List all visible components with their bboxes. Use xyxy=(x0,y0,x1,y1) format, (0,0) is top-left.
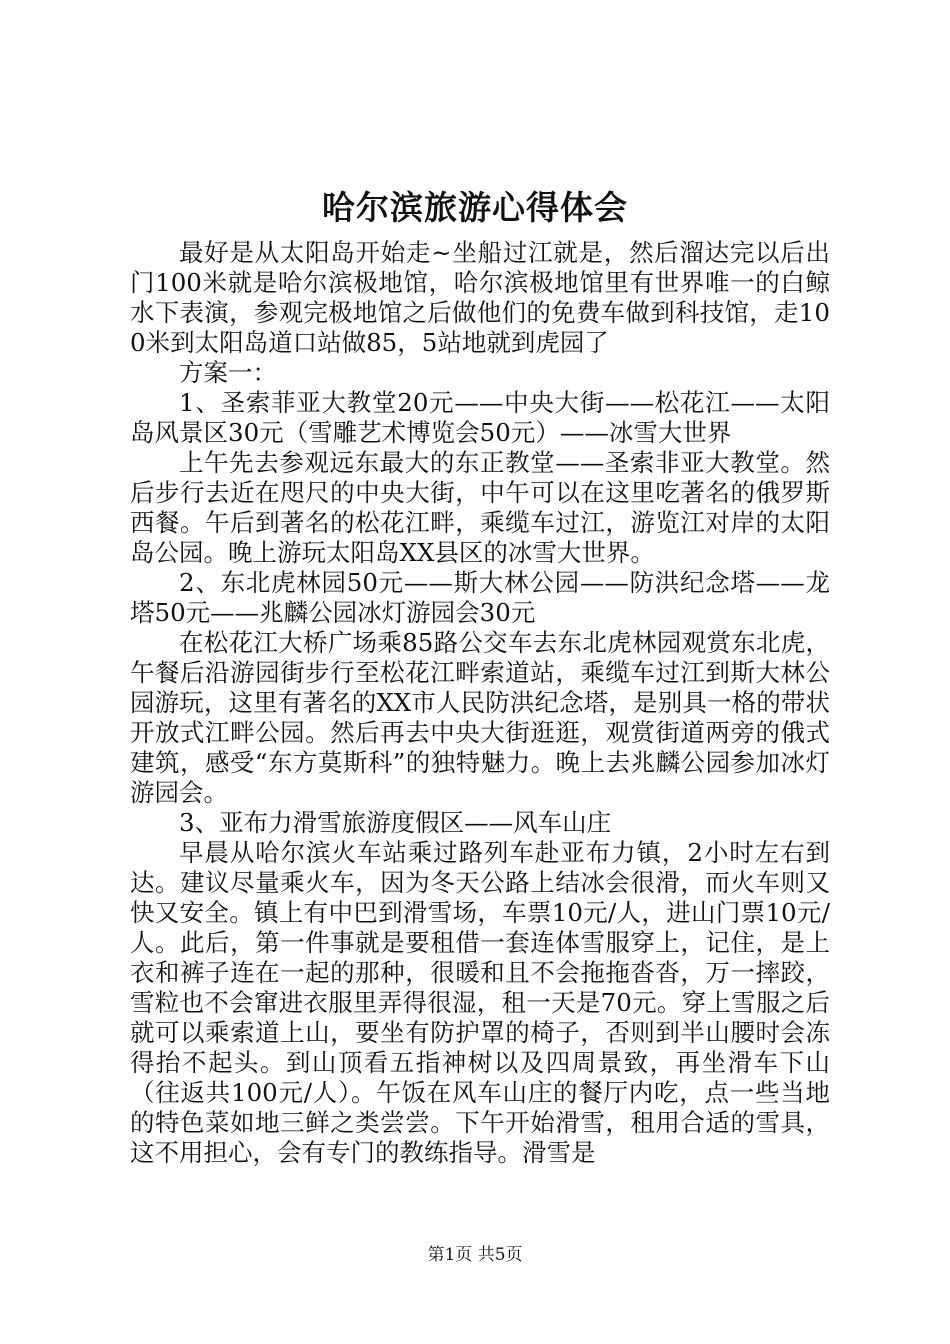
paragraph-route-3-detail: 早晨从哈尔滨火车站乘过路列车赴亚布力镇，2小时左右到达。建议尽量乘火车，因为冬天公路上结冰会很滑，而火车则又快又安全。镇上有中巴到滑雪场，车票10元/人，进山门票10元/人。此后，第一件事就是要租借一套连体雪服穿上，记住，是上衣和裤子连在一起的那种，很暖和且不会拖拖沓沓，万一摔跤，雪粒也不会窜进衣服里弄得很湿，租一天是70元。穿上雪服之后就可以乘索道上山，要坐有防护罩的椅子，否则到半山腰时会冻得抬不起头。到山顶看五指神树以及四周景致，再坐滑车下山（往返共100元/人）。午饭在风车山庄的餐厅内吃，点一些当地的特色菜如地三鲜之类尝尝。下午开始滑雪，租用合适的雪具，这不用担心，会有专门的教练指导。滑雪是 xyxy=(130,838,830,1167)
page-footer: 第1页 共5页 xyxy=(427,1245,523,1265)
paragraph-route-2: 2、东北虎林园50元——斯大林公园——防洪纪念塔——龙塔50元——兆麟公园冰灯游园会30元 xyxy=(130,568,830,627)
paragraph-route-1: 1、圣索菲亚大教堂20元——中央大街——松花江——太阳岛风景区30元（雪雕艺术博览会50元）——冰雪大世界 xyxy=(130,388,830,447)
document-title: 哈尔滨旅游心得体会 xyxy=(322,188,628,227)
paragraph-route-1-detail: 上午先去参观远东最大的东正教堂——圣索非亚大教堂。然后步行去近在咫尺的中央大街，中午可以在这里吃著名的俄罗斯西餐。午后到著名的松花江畔，乘缆车过江，游览江对岸的太阳岛公园。晚上游玩太阳岛XX县区的冰雪大世界。 xyxy=(130,448,830,567)
paragraph-intro: 最好是从太阳岛开始走~坐船过江就是，然后溜达完以后出门100米就是哈尔滨极地馆，哈尔滨极地馆里有世界唯一的白鲸水下表演，参观完极地馆之后做他们的免费车做到科技馆，走100米到太阳岛道口站做85，5站地就到虎园了 xyxy=(130,238,830,357)
document-body xyxy=(130,238,830,1168)
paragraph-route-2-detail: 在松花江大桥广场乘85路公交车去东北虎林园观赏东北虎，午餐后沿游园街步行至松花江畔索道站，乘缆车过江到斯大林公园游玩，这里有著名的XX市人民防洪纪念塔，是别具一格的带状开放式江畔公园。然后再去中央大街逛逛，观赏街道两旁的俄式建筑，感受“东方莫斯科”的独特魅力。晚上去兆麟公园参加冰灯游园会。 xyxy=(130,628,830,807)
paragraph-route-3: 3、亚布力滑雪旅游度假区——风车山庄 xyxy=(179,808,612,837)
paragraph-plan-heading: 方案一： xyxy=(179,358,277,387)
